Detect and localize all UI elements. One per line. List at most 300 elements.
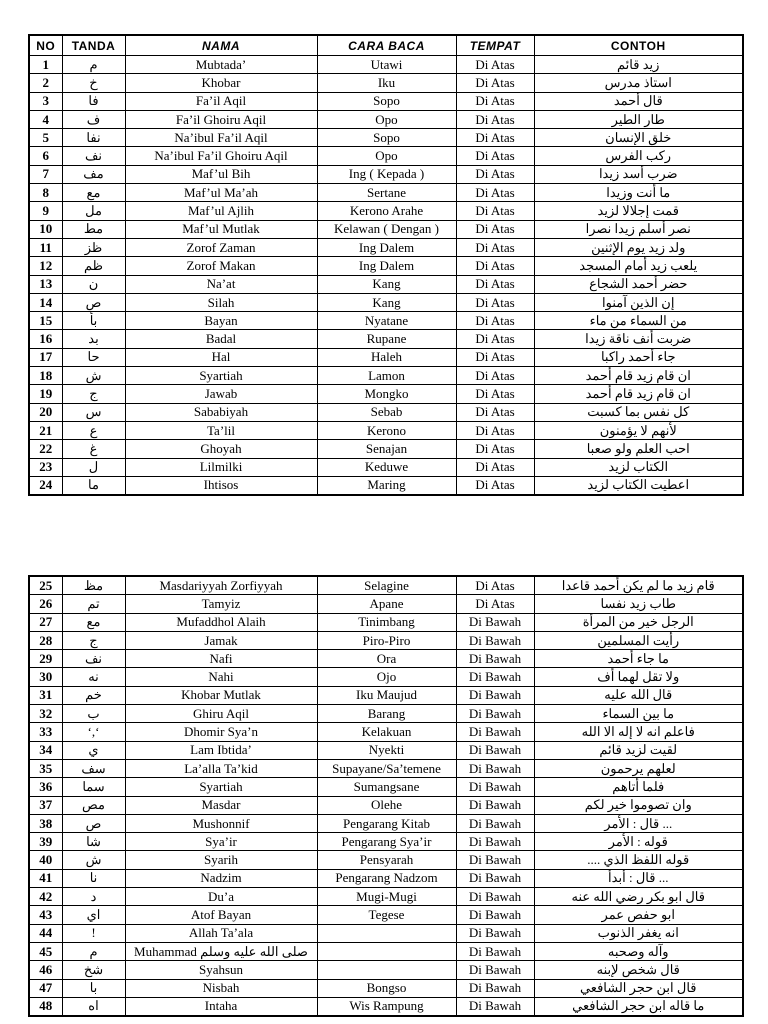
row-nama: Maf’ul Bih <box>125 165 317 183</box>
row-nama: Nafi <box>125 650 317 668</box>
row-cara-baca: Ora <box>317 650 456 668</box>
row-contoh: قال شخص لإبنه <box>534 961 743 979</box>
row-tanda: ص <box>62 293 125 311</box>
row-cara-baca: Supayane/Sa’temene <box>317 759 456 777</box>
row-number: 35 <box>29 759 62 777</box>
row-tanda: ي <box>62 741 125 759</box>
row-nama: Zorof Zaman <box>125 238 317 256</box>
table-row <box>29 576 743 595</box>
row-tanda: م <box>62 942 125 960</box>
row-tanda: سف <box>62 759 125 777</box>
row-nama: Lilmilki <box>125 458 317 476</box>
row-number: 41 <box>29 869 62 887</box>
row-number: 24 <box>29 476 62 495</box>
table-row <box>29 385 743 403</box>
row-nama: Ghiru Aqil <box>125 705 317 723</box>
table-row <box>29 924 743 942</box>
row-tanda: د <box>62 888 125 906</box>
table-row <box>29 833 743 851</box>
row-tempat: Di Atas <box>456 202 534 220</box>
row-tempat: Di Atas <box>456 293 534 311</box>
row-number: 21 <box>29 421 62 439</box>
row-tanda: ما <box>62 476 125 495</box>
table-row <box>29 906 743 924</box>
row-number: 16 <box>29 330 62 348</box>
row-nama: Nadzim <box>125 869 317 887</box>
table-row <box>29 202 743 220</box>
row-tanda: ع <box>62 421 125 439</box>
table-row <box>29 257 743 275</box>
row-tempat: Di Bawah <box>456 686 534 704</box>
row-contoh: انه يغفر الذنوب <box>534 924 743 942</box>
row-number: 17 <box>29 348 62 366</box>
table-row <box>29 293 743 311</box>
row-contoh: فلما أتاهم <box>534 778 743 796</box>
row-contoh: قوله اللفظ الذي .... <box>534 851 743 869</box>
table-row <box>29 942 743 960</box>
row-number: 15 <box>29 312 62 330</box>
row-nama: Syarih <box>125 851 317 869</box>
row-tanda: با <box>62 979 125 997</box>
row-tanda: نف <box>62 650 125 668</box>
row-nama: Silah <box>125 293 317 311</box>
row-contoh: ... قال : أبدأ <box>534 869 743 887</box>
table-row <box>29 613 743 631</box>
row-contoh: الكتاب لزيد <box>534 458 743 476</box>
row-cara-baca: Mongko <box>317 385 456 403</box>
row-tempat: Di Atas <box>456 348 534 366</box>
row-tanda: مع <box>62 184 125 202</box>
row-nama: Du’a <box>125 888 317 906</box>
row-nama: Sababiyah <box>125 403 317 421</box>
row-number: 23 <box>29 458 62 476</box>
row-nama: Masdar <box>125 796 317 814</box>
row-nama: Jamak <box>125 631 317 649</box>
row-tanda: تم <box>62 595 125 613</box>
row-number: 28 <box>29 631 62 649</box>
row-number: 36 <box>29 778 62 796</box>
row-contoh: ولا تقل لهما أف <box>534 668 743 686</box>
row-cara-baca <box>317 961 456 979</box>
row-tanda: ج <box>62 631 125 649</box>
row-tanda: ش <box>62 367 125 385</box>
row-cara-baca: Iku <box>317 74 456 92</box>
row-contoh: قال ابو بكر رضي الله عنه <box>534 888 743 906</box>
row-cara-baca: Ing ( Kepada ) <box>317 165 456 183</box>
row-cara-baca: Haleh <box>317 348 456 366</box>
header-contoh: CONTOH <box>534 35 743 56</box>
row-tempat: Di Bawah <box>456 851 534 869</box>
row-tempat: Di Atas <box>456 476 534 495</box>
row-contoh: جاء أحمد راكبا <box>534 348 743 366</box>
row-tanda: مع <box>62 613 125 631</box>
row-contoh: ركب الفرس <box>534 147 743 165</box>
row-contoh: نصر أسلم زيدا نصرا <box>534 220 743 238</box>
row-cara-baca: Pengarang Kitab <box>317 814 456 832</box>
row-cara-baca: Piro-Piro <box>317 631 456 649</box>
row-tanda: ! <box>62 924 125 942</box>
row-nama: Bayan <box>125 312 317 330</box>
row-tempat: Di Atas <box>456 385 534 403</box>
row-cara-baca: Maring <box>317 476 456 495</box>
table-row <box>29 458 743 476</box>
row-cara-baca: Sopo <box>317 129 456 147</box>
row-nama: Lam Ibtida’ <box>125 741 317 759</box>
row-tempat: Di Atas <box>456 165 534 183</box>
row-contoh: لعلهم يرحمون <box>534 759 743 777</box>
row-tempat: Di Bawah <box>456 906 534 924</box>
row-tanda: مص <box>62 796 125 814</box>
row-contoh: ما أنت وزيدا <box>534 184 743 202</box>
row-tempat: Di Bawah <box>456 705 534 723</box>
row-tanda: شا <box>62 833 125 851</box>
row-number: 31 <box>29 686 62 704</box>
table-row <box>29 147 743 165</box>
row-number: 33 <box>29 723 62 741</box>
row-number: 10 <box>29 220 62 238</box>
row-nama: Maf’ul Mutlak <box>125 220 317 238</box>
row-tanda: ل <box>62 458 125 476</box>
row-number: 11 <box>29 238 62 256</box>
table-row <box>29 220 743 238</box>
row-number: 7 <box>29 165 62 183</box>
header-nama: NAMA <box>125 35 317 56</box>
row-nama: Masdariyyah Zorfiyyah <box>125 576 317 595</box>
row-contoh: قام زيد ما لم يكن أحمد قاعدا <box>534 576 743 595</box>
row-contoh: استاذ مدرس <box>534 74 743 92</box>
row-tanda: فا <box>62 92 125 110</box>
row-nama: Mushonnif <box>125 814 317 832</box>
row-nama: Ghoyah <box>125 440 317 458</box>
row-tanda: مف <box>62 165 125 183</box>
row-number: 14 <box>29 293 62 311</box>
row-tanda: سما <box>62 778 125 796</box>
row-tempat: Di Bawah <box>456 741 534 759</box>
row-cara-baca <box>317 942 456 960</box>
row-tempat: Di Bawah <box>456 631 534 649</box>
row-number: 47 <box>29 979 62 997</box>
table-row <box>29 56 743 74</box>
row-tempat: Di Atas <box>456 129 534 147</box>
row-tempat: Di Atas <box>456 147 534 165</box>
row-contoh: احب العلم ولو صعبا <box>534 440 743 458</box>
table-row <box>29 796 743 814</box>
row-contoh: يلعب زيد أمام المسجد <box>534 257 743 275</box>
row-contoh: لأنهم لا يؤمنون <box>534 421 743 439</box>
row-tempat: Di Bawah <box>456 759 534 777</box>
row-nama: Hal <box>125 348 317 366</box>
row-tanda: ج <box>62 385 125 403</box>
row-cara-baca: Kelawan ( Dengan ) <box>317 220 456 238</box>
row-number: 25 <box>29 576 62 595</box>
row-tempat: Di Atas <box>456 110 534 128</box>
row-cara-baca: Pensyarah <box>317 851 456 869</box>
row-contoh: لقيت لزيد قائم <box>534 741 743 759</box>
row-cara-baca: Sertane <box>317 184 456 202</box>
table-row <box>29 367 743 385</box>
row-contoh: الرجل خير من المرأة <box>534 613 743 631</box>
header-tanda: TANDA <box>62 35 125 56</box>
row-contoh: اعطيت الكتاب لزيد <box>534 476 743 495</box>
row-cara-baca: Selagine <box>317 576 456 595</box>
table-row <box>29 778 743 796</box>
row-cara-baca: Ojo <box>317 668 456 686</box>
row-number: 20 <box>29 403 62 421</box>
table-row <box>29 979 743 997</box>
row-cara-baca: Kang <box>317 293 456 311</box>
symbol-table-top <box>28 34 744 496</box>
row-tanda: شخ <box>62 961 125 979</box>
row-nama: Nisbah <box>125 979 317 997</box>
row-tanda: ش <box>62 851 125 869</box>
row-nama: Khobar Mutlak <box>125 686 317 704</box>
table-row <box>29 129 743 147</box>
row-number: 13 <box>29 275 62 293</box>
row-nama: Ta’lil <box>125 421 317 439</box>
header-no: NO <box>29 35 62 56</box>
row-contoh: قمت إجلالا لزيد <box>534 202 743 220</box>
row-tanda: ف <box>62 110 125 128</box>
row-tanda: ص <box>62 814 125 832</box>
row-number: 22 <box>29 440 62 458</box>
row-nama: Maf’ul Ma’ah <box>125 184 317 202</box>
row-tempat: Di Bawah <box>456 833 534 851</box>
row-nama: Intaha <box>125 997 317 1016</box>
table-row <box>29 476 743 495</box>
table-row <box>29 759 743 777</box>
row-tempat: Di Atas <box>456 367 534 385</box>
row-cara-baca: Nyatane <box>317 312 456 330</box>
row-number: 40 <box>29 851 62 869</box>
row-cara-baca: Apane <box>317 595 456 613</box>
row-nama: Khobar <box>125 74 317 92</box>
row-number: 38 <box>29 814 62 832</box>
row-tempat: Di Atas <box>456 576 534 595</box>
row-cara-baca: Mugi-Mugi <box>317 888 456 906</box>
row-contoh: ابو حفص عمر <box>534 906 743 924</box>
row-contoh: ان قام زيد قام أحمد <box>534 385 743 403</box>
row-cara-baca: Opo <box>317 110 456 128</box>
table-row <box>29 668 743 686</box>
row-tanda: م <box>62 56 125 74</box>
row-contoh: طاب زيد نفسا <box>534 595 743 613</box>
row-tempat: Di Bawah <box>456 869 534 887</box>
row-contoh: فاعلم انه لا إله الا الله <box>534 723 743 741</box>
table-row <box>29 686 743 704</box>
row-tanda: خم <box>62 686 125 704</box>
row-cara-baca: Tegese <box>317 906 456 924</box>
row-nama: Sya’ir <box>125 833 317 851</box>
row-tempat: Di Atas <box>456 275 534 293</box>
table-row <box>29 631 743 649</box>
row-contoh: وآله وصحبه <box>534 942 743 960</box>
table-row <box>29 997 743 1016</box>
table-row <box>29 238 743 256</box>
row-tempat: Di Atas <box>456 220 534 238</box>
row-number: 5 <box>29 129 62 147</box>
table-row <box>29 851 743 869</box>
row-contoh: حضر أحمد الشجاع <box>534 275 743 293</box>
table-row <box>29 110 743 128</box>
row-cara-baca: Kerono Arahe <box>317 202 456 220</box>
row-contoh: قوله : الأمر <box>534 833 743 851</box>
row-nama: Syartiah <box>125 367 317 385</box>
row-cara-baca: Kelakuan <box>317 723 456 741</box>
row-tempat: Di Bawah <box>456 650 534 668</box>
row-contoh: ضرب أسد زيدا <box>534 165 743 183</box>
row-tempat: Di Bawah <box>456 613 534 631</box>
table-row <box>29 869 743 887</box>
row-cara-baca: Pengarang Nadzom <box>317 869 456 887</box>
row-nama: Jawab <box>125 385 317 403</box>
row-cara-baca: Tinimbang <box>317 613 456 631</box>
row-nama: Na’ibul Fa’il Ghoiru Aqil <box>125 147 317 165</box>
row-tempat: Di Bawah <box>456 723 534 741</box>
row-nama: Syahsun <box>125 961 317 979</box>
row-contoh: من السماء من ماء <box>534 312 743 330</box>
row-nama: Mubtada’ <box>125 56 317 74</box>
table-row <box>29 440 743 458</box>
symbol-table-bottom <box>28 575 744 1017</box>
row-tempat: Di Bawah <box>456 668 534 686</box>
table-row <box>29 650 743 668</box>
row-cara-baca: Sebab <box>317 403 456 421</box>
row-tempat: Di Atas <box>456 403 534 421</box>
row-cara-baca: Rupane <box>317 330 456 348</box>
row-tempat: Di Atas <box>456 595 534 613</box>
row-contoh: ولد زيد يوم الإثنين <box>534 238 743 256</box>
header-cara-baca: CARA BACA <box>317 35 456 56</box>
row-number: 48 <box>29 997 62 1016</box>
row-tempat: Di Bawah <box>456 942 534 960</box>
table-row <box>29 741 743 759</box>
row-tempat: Di Atas <box>456 421 534 439</box>
row-contoh: كل نفس بما كسبت <box>534 403 743 421</box>
row-cara-baca: Bongso <box>317 979 456 997</box>
row-cara-baca: Sumangsane <box>317 778 456 796</box>
table-row <box>29 184 743 202</box>
row-cara-baca: Wis Rampung <box>317 997 456 1016</box>
row-tempat: Di Bawah <box>456 796 534 814</box>
row-tanda: ظم <box>62 257 125 275</box>
table-row <box>29 312 743 330</box>
row-tempat: Di Bawah <box>456 888 534 906</box>
row-nama: Badal <box>125 330 317 348</box>
row-number: 45 <box>29 942 62 960</box>
row-tempat: Di Bawah <box>456 814 534 832</box>
row-cara-baca: Ing Dalem <box>317 257 456 275</box>
table-row <box>29 348 743 366</box>
row-number: 39 <box>29 833 62 851</box>
row-nama: Mufaddhol Alaih <box>125 613 317 631</box>
table-row <box>29 403 743 421</box>
row-number: 26 <box>29 595 62 613</box>
row-contoh: زيد قائم <box>534 56 743 74</box>
row-tempat: Di Atas <box>456 458 534 476</box>
row-contoh: طار الطير <box>534 110 743 128</box>
table-row <box>29 888 743 906</box>
row-tempat: Di Atas <box>456 184 534 202</box>
row-tanda: ʻ,ʻ <box>62 723 125 741</box>
row-tanda: ن <box>62 275 125 293</box>
row-number: 34 <box>29 741 62 759</box>
row-number: 42 <box>29 888 62 906</box>
row-cara-baca: Senajan <box>317 440 456 458</box>
row-nama: Muhammad صلى الله عليه وسلم <box>125 942 317 960</box>
row-contoh: خلق الإنسان <box>534 129 743 147</box>
row-tempat: Di Bawah <box>456 778 534 796</box>
row-number: 18 <box>29 367 62 385</box>
row-nama: Na’at <box>125 275 317 293</box>
row-cara-baca: Barang <box>317 705 456 723</box>
table-row <box>29 92 743 110</box>
row-nama: Fa’il Aqil <box>125 92 317 110</box>
table-row <box>29 705 743 723</box>
row-contoh: قال الله عليه <box>534 686 743 704</box>
table-row <box>29 723 743 741</box>
row-cara-baca: Iku Maujud <box>317 686 456 704</box>
row-cara-baca: Olehe <box>317 796 456 814</box>
row-tempat: Di Bawah <box>456 961 534 979</box>
table-row <box>29 421 743 439</box>
header-tempat: TEMPAT <box>456 35 534 56</box>
row-number: 8 <box>29 184 62 202</box>
row-nama: Dhomir Sya’n <box>125 723 317 741</box>
row-number: 3 <box>29 92 62 110</box>
row-cara-baca: Nyekti <box>317 741 456 759</box>
row-tanda: نفا <box>62 129 125 147</box>
row-number: 44 <box>29 924 62 942</box>
row-tempat: Di Atas <box>456 440 534 458</box>
row-tempat: Di Atas <box>456 330 534 348</box>
row-nama: Maf’ul Ajlih <box>125 202 317 220</box>
row-nama: Ihtisos <box>125 476 317 495</box>
row-nama: Nahi <box>125 668 317 686</box>
row-number: 6 <box>29 147 62 165</box>
row-tempat: Di Bawah <box>456 997 534 1016</box>
row-number: 46 <box>29 961 62 979</box>
row-number: 2 <box>29 74 62 92</box>
row-tanda: س <box>62 403 125 421</box>
row-contoh: ما قاله ابن حجر الشافعي <box>534 997 743 1016</box>
row-cara-baca: Kang <box>317 275 456 293</box>
row-cara-baca: Utawi <box>317 56 456 74</box>
row-tempat: Di Atas <box>456 257 534 275</box>
row-cara-baca: Pengarang Sya’ir <box>317 833 456 851</box>
row-tanda: اي <box>62 906 125 924</box>
row-contoh: رأيت المسلمين <box>534 631 743 649</box>
table-row <box>29 330 743 348</box>
row-contoh: قال ابن حجر الشافعي <box>534 979 743 997</box>
row-contoh: وان تصوموا خير لكم <box>534 796 743 814</box>
table-row <box>29 165 743 183</box>
row-cara-baca: Ing Dalem <box>317 238 456 256</box>
table-row <box>29 961 743 979</box>
row-number: 29 <box>29 650 62 668</box>
row-number: 43 <box>29 906 62 924</box>
row-cara-baca: Kerono <box>317 421 456 439</box>
row-contoh: ما جاء أحمد <box>534 650 743 668</box>
row-number: 19 <box>29 385 62 403</box>
row-tanda: ظز <box>62 238 125 256</box>
table-row <box>29 595 743 613</box>
row-number: 4 <box>29 110 62 128</box>
row-tanda: نا <box>62 869 125 887</box>
row-tanda: ب <box>62 705 125 723</box>
row-number: 9 <box>29 202 62 220</box>
row-tempat: Di Atas <box>456 238 534 256</box>
row-cara-baca <box>317 924 456 942</box>
